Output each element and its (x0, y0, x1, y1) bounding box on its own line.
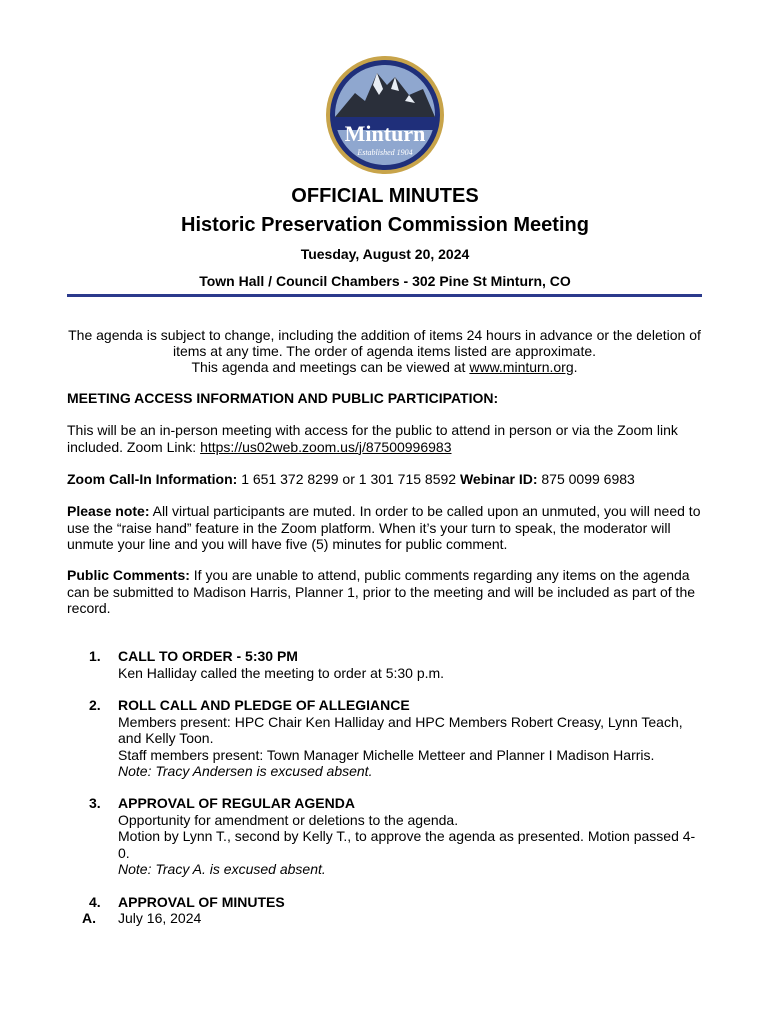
item-title: CALL TO ORDER - 5:30 PM (118, 648, 298, 664)
meeting-name: Historic Preservation Commission Meeting (181, 214, 589, 236)
item-number: 4. (89, 894, 101, 910)
website-link[interactable]: www.minturn.org (469, 359, 574, 375)
public-comments-paragraph: Public Comments: If you are unable to attend, public comments regarding any items on the agenda can be submitted to Madison Harris, Planner 1, prior to the meeting and will be included as part of the record. (67, 567, 696, 616)
access-heading: MEETING ACCESS INFORMATION AND PUBLIC PARTICIPATION: (67, 390, 499, 406)
webinar-label: Webinar ID: (459, 471, 538, 487)
item-text: Opportunity for amendment or deletions to the agenda. (118, 811, 459, 828)
disclaimer-line: This agenda and meetings can be viewed at www.minturn.org. (191, 359, 578, 375)
item-title: APPROVAL OF REGULAR AGENDA (118, 795, 355, 811)
header-divider (67, 294, 702, 297)
access-paragraph: This will be an in-person meeting with access for the public to attend in person or via the Zoom link included. Zoom Link: https://us02web.zoom.us/j/87500996983 (67, 422, 678, 455)
callin-numbers: 1 651 372 8299 or 1 301 715 8592 (237, 471, 460, 487)
callin-info (67, 471, 703, 488)
minturn-logo (325, 55, 445, 175)
item-title: ROLL CALL AND PLEDGE OF ALLEGIANCE (118, 697, 410, 713)
agenda-item (67, 648, 703, 681)
item-note: Note: Tracy A. is excused absent. (118, 861, 326, 877)
disclaimer-line: The agenda is subject to change, including the addition of items 24 hours in advance or the deletion of (68, 327, 701, 343)
item-title: APPROVAL OF MINUTES (118, 894, 285, 910)
agenda-disclaimer (67, 327, 702, 375)
meeting-location: Town Hall / Council Chambers - 302 Pine St Minturn, CO (199, 273, 571, 289)
agenda-subitem (82, 910, 201, 927)
svg-text:Established 1904: Established 1904 (357, 148, 413, 157)
please-note-paragraph: Please note: All virtual participants are muted. In order to be called upon an unmuted, you will need to use the “raise hand” feature in the Zoom platform. When it’s your turn to speak, the moderator will unmute your line and you will have five (5) minutes for public comment. (67, 503, 701, 552)
agenda-item (67, 697, 703, 780)
page-title: OFFICIAL MINUTES (291, 185, 479, 207)
callin-label: Zoom Call-In Information: (67, 471, 238, 487)
svg-text:Minturn: Minturn (344, 121, 426, 146)
agenda-item (67, 894, 703, 911)
meeting-date: Tuesday, August 20, 2024 (300, 246, 470, 262)
item-number: 3. (89, 795, 101, 811)
item-number: 1. (89, 648, 101, 664)
item-note: Note: Tracy Andersen is excused absent. (118, 763, 373, 779)
item-text: Members present: HPC Chair Ken Halliday and HPC Members Robert Creasy, Lynn Teach, and Kelly Toon. (118, 713, 683, 746)
webinar-id: 875 0099 6983 (537, 471, 635, 487)
item-text: Staff members present: Town Manager Michelle Metteer and Planner I Madison Harris. (118, 746, 655, 763)
subitem-letter: A. (82, 910, 96, 926)
agenda-item (67, 795, 703, 878)
item-text: Motion by Lynn T., second by Kelly T., to approve the agenda as presented. Motion passed 4-0. (118, 828, 696, 861)
item-text: Ken Halliday called the meeting to order at 5:30 p.m. (118, 664, 445, 681)
disclaimer-line: items at any time. The order of agenda items listed are approximate. (172, 343, 597, 359)
item-number: 2. (89, 697, 101, 713)
subitem-text: July 16, 2024 (118, 910, 202, 926)
zoom-link[interactable]: https://us02web.zoom.us/j/87500996983 (200, 438, 452, 455)
